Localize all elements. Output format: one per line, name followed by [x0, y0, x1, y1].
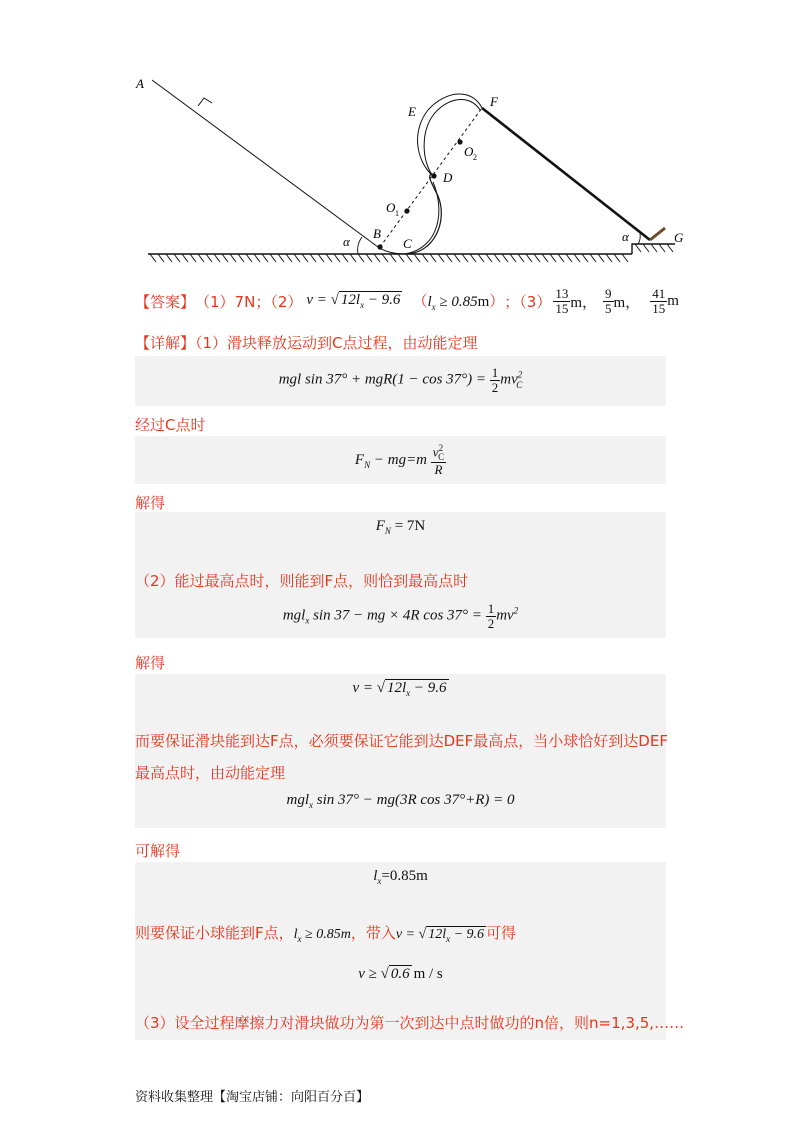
ground-hatch — [526, 254, 532, 262]
ground-hatch — [374, 254, 380, 262]
ground-hatch — [278, 254, 284, 262]
eq3-block — [135, 512, 666, 638]
eq1: mgl sin 37° + mgR(1 − cos 37°) = $\frac{1}{2}$ $mv^2_C$ — [278, 365, 523, 395]
ground-hatch — [446, 254, 452, 262]
ground-hatch — [326, 254, 332, 262]
ground-hatch — [502, 254, 508, 262]
ground-hatch — [659, 244, 665, 252]
ground-hatch — [414, 254, 420, 262]
answer-r1-unit: m， — [570, 294, 598, 311]
solve2: 解得 — [135, 654, 166, 672]
eq3: $F_N = 7N$ — [375, 518, 426, 536]
answer-r1: $\frac{13}{15}$ — [555, 285, 569, 316]
text4: 则要保证小球能到F点，$l_x \ge 0.85m$，带入v = √ $12l_x - 9.6$ 可得 — [135, 924, 517, 944]
ground-hatch — [510, 254, 516, 262]
ground-hatch — [198, 254, 204, 262]
ground-hatch — [206, 254, 212, 262]
answer-line — [135, 284, 695, 318]
ground-hatch — [438, 254, 444, 262]
ground-hatch — [382, 254, 388, 262]
label-O2: O — [464, 144, 474, 159]
ground-hatch — [462, 254, 468, 262]
eq1-block — [135, 356, 666, 406]
ground-hatch — [182, 254, 188, 262]
ground-hatch — [542, 254, 548, 262]
ground-hatch — [230, 254, 236, 262]
pass-c: 经过C点时 — [135, 416, 206, 434]
ground-hatch — [286, 254, 292, 262]
ground-hatch — [366, 254, 372, 262]
detail-heading — [135, 332, 478, 353]
ground-hatch — [302, 254, 308, 262]
ground-hatch — [590, 254, 596, 262]
ground-hatch — [494, 254, 500, 262]
ground-hatch — [254, 254, 260, 262]
ground-hatch — [651, 244, 657, 252]
footer: 资料收集整理【淘宝店铺：向阳百分百】 — [135, 1090, 370, 1105]
detail-intro: （1）滑块释放运动到C点过程，由动能定理 — [195, 334, 478, 352]
eq5-block — [135, 674, 666, 828]
ground-hatch — [150, 254, 156, 262]
ground-hatch — [430, 254, 436, 262]
ground-hatch — [398, 254, 404, 262]
answer-r3-unit: m — [667, 292, 679, 309]
label-C: C — [403, 236, 412, 251]
ground-hatch — [190, 254, 196, 262]
ground-hatch — [358, 254, 364, 262]
solve3: 可解得 — [135, 842, 181, 860]
physics-diagram — [130, 70, 690, 270]
label-D: D — [443, 170, 453, 185]
ground-hatch — [606, 254, 612, 262]
label-O1-sub: 1 — [395, 209, 399, 218]
ground-hatch — [566, 254, 572, 262]
answer-part1: （1）7N；（2） — [195, 292, 303, 311]
answer-cond: $(l_x \ge 0.85m)$ — [412, 292, 505, 312]
eq7-block — [135, 862, 685, 1040]
ground-hatch — [310, 254, 316, 262]
label-O1: O — [386, 200, 396, 215]
ground-hatch — [422, 254, 428, 262]
ground-hatch — [598, 254, 604, 262]
part3: （3）设全过程摩擦力对滑块做功为第一次到达中点时做功的n倍，则n=1,3,5,…… — [135, 1014, 685, 1032]
ground-hatch — [614, 254, 620, 262]
ground-hatch — [582, 254, 588, 262]
ground-hatch — [350, 254, 356, 262]
ground-hatch — [454, 254, 460, 262]
ground-hatch — [270, 254, 276, 262]
label-alpha-right: α — [622, 229, 629, 244]
ground-hatch — [643, 244, 649, 252]
ground-hatch — [558, 254, 564, 262]
ground-hatch — [550, 254, 556, 262]
ground-hatch — [574, 254, 580, 262]
ground-hatch — [318, 254, 324, 262]
text3a: 而要保证滑块能到达F点，必须要保证它能到达DEF最高点，当小球恰好到达DEF — [135, 732, 668, 750]
label-F: F — [490, 94, 498, 109]
label-O2-sub: 2 — [473, 153, 477, 162]
ground-hatch — [470, 254, 476, 262]
answer-r2-unit: m， — [613, 294, 641, 311]
ground-hatch — [342, 254, 348, 262]
ground-hatch — [214, 254, 220, 262]
ground-hatch — [166, 254, 172, 262]
eq8: v ≥ √ 0.6 m / s — [358, 966, 443, 982]
label-G: G — [674, 230, 684, 245]
answer-eq-v: v = √ $12l_x - 9.6$ — [306, 292, 401, 310]
detail-tag: 【详解】 — [135, 334, 196, 352]
ground-hatch — [246, 254, 252, 262]
label-A: A — [136, 76, 144, 91]
answer-r2: $\frac{9}{5}$ — [605, 285, 612, 316]
ground-hatch — [390, 254, 396, 262]
ground-hatch — [294, 254, 300, 262]
ground-hatch — [478, 254, 484, 262]
ground-hatch — [222, 254, 228, 262]
ground-hatch — [622, 254, 628, 262]
eq5: v = √ $12l_x - 9.6$ — [352, 680, 447, 698]
answer-part3: ；（3） — [504, 292, 552, 311]
answer-r3: $\frac{41}{15}$ — [652, 285, 666, 316]
eq2: $F_N - mg=m$ $\frac{v^2_C}{R}$ — [354, 443, 445, 478]
label-E: E — [408, 104, 416, 119]
ground-hatch — [486, 254, 492, 262]
label-B: B — [373, 226, 381, 241]
part2: （2）能过最高点时，则能到F点，则恰到最高点时 — [135, 572, 469, 590]
ground-hatch — [635, 244, 641, 252]
eq2-block — [135, 436, 666, 484]
answer-tag: 【答案】 — [135, 292, 196, 311]
ground-hatch — [534, 254, 540, 262]
solve1: 解得 — [135, 494, 166, 512]
ground-hatch — [158, 254, 164, 262]
ground-hatch — [667, 244, 673, 252]
ground-hatch — [406, 254, 412, 262]
ground-hatch — [518, 254, 524, 262]
text3b: 最高点时，由动能定理 — [135, 764, 286, 782]
ground-hatch — [334, 254, 340, 262]
ground-hatch — [238, 254, 244, 262]
eq4: mgl$_x$ sin 37 − mg × 4R cos 37° = $\frac{1}{2}$ $mv^2$ — [282, 601, 519, 631]
ground-hatch — [262, 254, 268, 262]
ground-hatch — [174, 254, 180, 262]
eq6: mgl$_x$ sin 37° − mg(3R cos 37°+R) = 0 — [286, 792, 515, 810]
eq7: $l_x=0.85m$ — [373, 868, 428, 886]
label-alpha-left: α — [343, 234, 350, 249]
